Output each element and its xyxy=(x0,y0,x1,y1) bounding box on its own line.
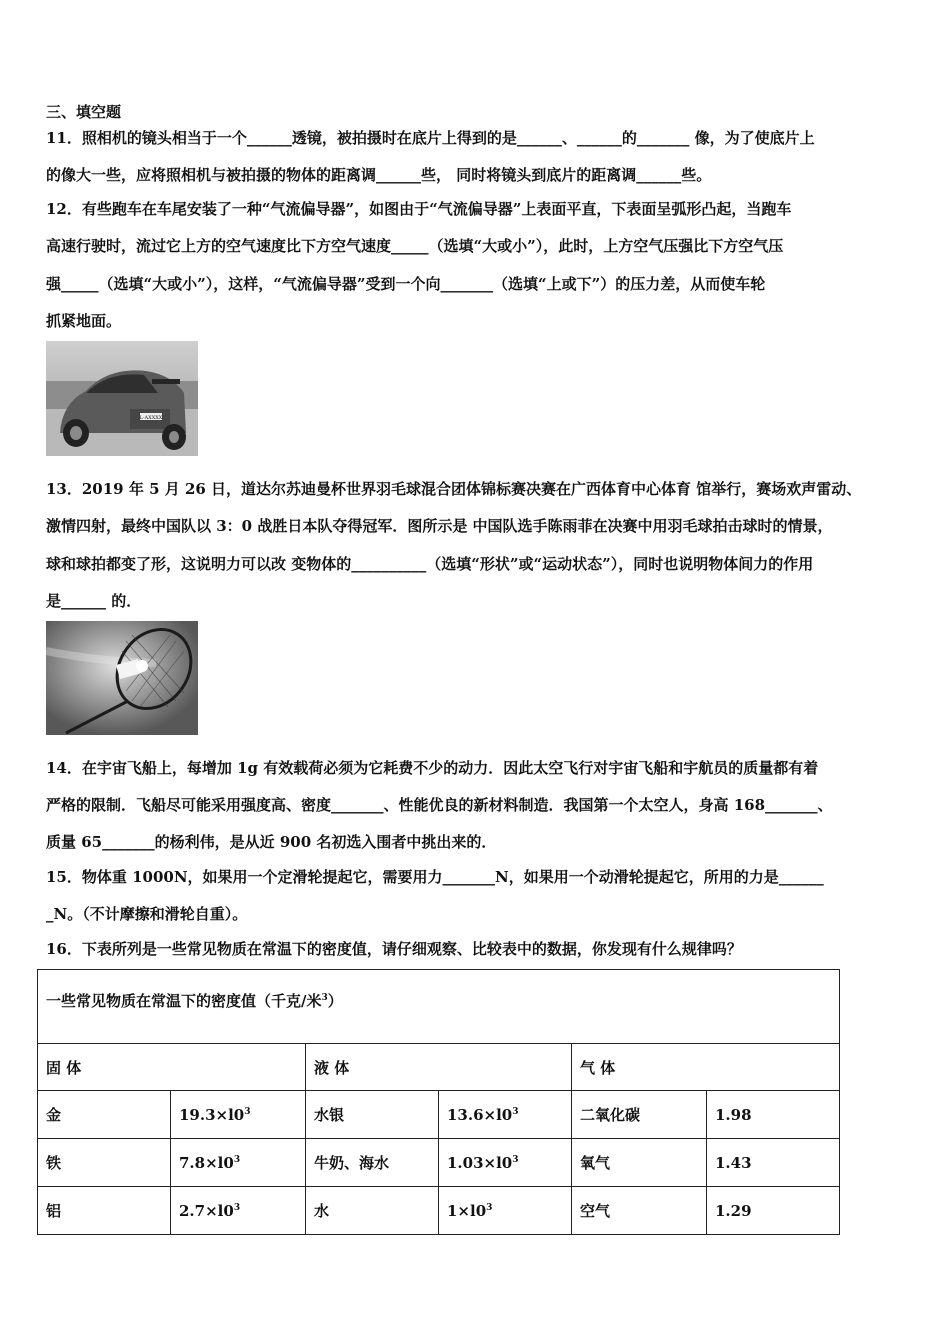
table-row xyxy=(38,1139,840,1187)
header-liquid: 液 体 xyxy=(306,1044,572,1091)
badminton-racket-photo xyxy=(46,621,198,735)
q13-line-2: 激情四射，最终中国队以 3：0 战胜日本队夺得冠军．图所示是 中国队选手陈雨菲在决赛中用羽毛球拍击球时的情景， xyxy=(46,517,833,535)
table-row xyxy=(38,1187,840,1235)
caption-exponent: 3 xyxy=(321,993,328,1003)
solid-density: $19.3\times l0^3$ xyxy=(171,1091,306,1139)
gas-name: 氧气 xyxy=(572,1139,707,1187)
gas-density: 1.29 xyxy=(707,1187,840,1235)
q12-line-1: 12．有些跑车在车尾安装了一种“气流偏导器”，如图由于“气流偏导器”上表面平直，下表面呈弧形凸起，当跑车 xyxy=(46,200,792,218)
q15-line-2: _N。（不计摩擦和滑轮自重）。 xyxy=(46,905,248,923)
q11-line-1: 11．照相机的镜头相当于一个______透镜，被拍摄时在底片上得到的是______、______的_______ 像，为了使底片上 xyxy=(46,129,815,147)
liquid-density: $13.6\times l0^3$ xyxy=(439,1091,572,1139)
header-solid: 固 体 xyxy=(38,1044,306,1091)
liquid-name: 水 xyxy=(306,1187,439,1235)
q15-line-1: 15．物体重 1000N，如果用一个定滑轮提起它，需要用力_______N，如果用一个动滑轮提起它，所用的力是______ xyxy=(46,868,824,886)
table-caption xyxy=(38,970,840,1044)
liquid-name: 牛奶、海水 xyxy=(306,1139,439,1187)
sports-car-photo xyxy=(46,341,198,456)
q13-line-4: 是______ 的． xyxy=(46,592,142,610)
gas-name: 二氧化碳 xyxy=(572,1091,707,1139)
solid-name: 铝 xyxy=(38,1187,171,1235)
q14-line-2: 严格的限制．飞船尽可能采用强度高、密度_______、性能优良的新材料制造．我国第一个太空人，身高 168_______、 xyxy=(46,796,833,814)
q13-line-3: 球和球拍都变了形，这说明力可以改 变物体的__________（选填“形状”或“运动状态”），同时也说明物体间力的作用 xyxy=(46,555,814,573)
table-row xyxy=(38,1091,840,1139)
header-gas: 气 体 xyxy=(572,1044,840,1091)
q14-line-1: 14．在宇宙飞船上，每增加 1g 有效载荷必须为它耗费不少的动力．因此太空飞行对宇宙飞船和宇航员的质量都有着 xyxy=(46,759,819,777)
gas-density: 1.43 xyxy=(707,1139,840,1187)
q13-line-1: 13．2019 年 5 月 26 日，道达尔苏迪曼杯世界羽毛球混合团体锦标赛决赛在广西体育中心体育 馆举行，赛场欢声雷动、 xyxy=(46,480,862,498)
section-title: 三、填空题 xyxy=(46,103,122,121)
solid-density: $2.7\times l0^3$ xyxy=(171,1187,306,1235)
liquid-name: 水银 xyxy=(306,1091,439,1139)
q12-line-4: 抓紧地面。 xyxy=(46,312,122,330)
q12-line-2: 高速行驶时，流过它上方的空气速度比下方空气速度_____（选填“大或小”），此时，上方空气压强比下方空气压 xyxy=(46,237,784,255)
density-table xyxy=(37,969,840,1235)
liquid-density: $1.03\times l0^3$ xyxy=(439,1139,572,1187)
caption-end: ） xyxy=(327,992,343,1010)
gas-name: 空气 xyxy=(572,1187,707,1235)
solid-name: 铁 xyxy=(38,1139,171,1187)
solid-name: 金 xyxy=(38,1091,171,1139)
gas-density: 1.98 xyxy=(707,1091,840,1139)
q12-line-3: 强_____（选填“大或小”），这样，“气流偏导器”受到一个向_______（选填“上或下”）的压力差，从而使车轮 xyxy=(46,275,766,293)
svg-text:L·AXXXX: L·AXXXX xyxy=(139,415,163,421)
solid-density: $7.8\times l0^3$ xyxy=(171,1139,306,1187)
liquid-density: $1\times l0^3$ xyxy=(439,1187,572,1235)
q11-line-2: 的像大一些，应将照相机与被拍摄的物体的距离调______些， 同时将镜头到底片的距离调______些。 xyxy=(46,166,712,184)
q14-line-3: 质量 65_______的杨利伟，是从近 900 名初选入围者中挑出来的． xyxy=(46,833,497,851)
caption-text: 一些常见物质在常温下的密度值（千克/米 xyxy=(46,992,322,1010)
q16-line-1: 16．下表所列是一些常见物质在常温下的密度值，请仔细观察、比较表中的数据，你发现有什么规律吗？ xyxy=(46,940,742,958)
